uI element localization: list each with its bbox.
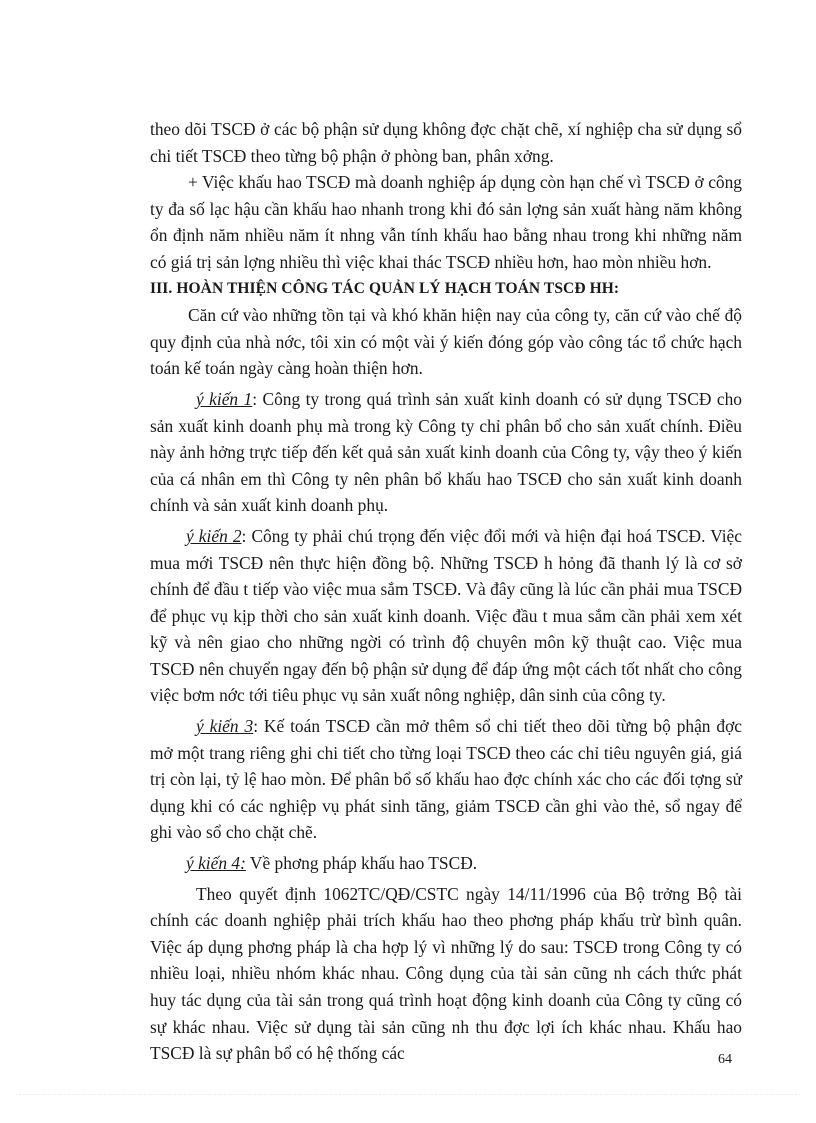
paragraph-opinion-3: [150, 713, 742, 846]
opinion-2-text: : Công ty phải chú trọng đến việc đổi mới và hiện đại hoá TSCĐ. Việc mua mới TSCĐ nên thực hiện đồng bộ. Những TSCĐ h hỏng đã thanh lý là cơ sở chính để đầu t tiếp vào việc mua sắm TSCĐ. Và đây cũng là lúc cần phải mua TSCĐ để phục vụ kịp thời cho sản xuất kinh doanh. Việc đầu t mua sắm cần phải xem xét kỹ và nên giao cho những ngời có trình độ chuyên môn kỹ thuật cao. Việc mua TSCĐ nên chuyển ngay đến bộ phận sử dụng để đáp ứng một cách tốt nhất cho công việc bơm nớc tới tiêu phục vụ sản xuất nông nghiệp, dân sinh của công ty.: [150, 525, 742, 706]
paragraph-depreciation-issue: + Việc khấu hao TSCĐ mà doanh nghiệp áp dụng còn hạn chế vì TSCĐ ở công ty đa số lạc hậu cần khấu hao nhanh trong khi đó sản lợng sản xuất hàng năm không ổn định năm nhiều năm ít nhng vẫn tính khấu hao bằng nhau trong khi những năm có giá trị sản lợng nhiều thì việc khai thác TSCĐ nhiều hơn, hao mòn nhiều hơn.: [150, 172, 742, 272]
opinion-4-text: Về phơng pháp khấu hao TSCĐ.: [245, 853, 478, 874]
paragraph-intro: Căn cứ vào những tồn tại và khó khăn hiện nay của công ty, căn cứ vào chế độ quy định của nhà nớc, tôi xin có một vài ý kiến đóng góp vào công tác tổ chức hạch toán kế toán ngày càng hoàn thiện hơn.: [150, 305, 742, 379]
opinion-1-label: ý kiến 1: [196, 388, 253, 409]
paragraph-opinion-4: [150, 850, 742, 877]
paragraph-opinion-2: [150, 523, 742, 709]
opinion-3-label: ý kiến 3: [196, 716, 254, 737]
section-heading: III. HOÀN THIỆN CÔNG TÁC QUẢN LÝ HẠCH TOÁN TSCĐ HH:: [150, 279, 620, 297]
body-text: [150, 116, 742, 1067]
opinion-3-text: : Kế toán TSCĐ cần mở thêm sổ chi tiết theo dõi từng bộ phận đợc mở một trang riêng ghi chi tiết cho từng loại TSCĐ theo các chỉ tiêu nguyên giá, giá trị còn lại, tỷ lệ hao mòn. Để phân bổ số khấu hao đợc chính xác cho các đối tợng sử dụng khi có các nghiệp vụ phát sinh tăng, giảm TSCĐ cần ghi vào thẻ, sổ ngay để ghi vào sổ cho chặt chẽ.: [150, 716, 743, 843]
page-bottom-divider: [18, 1094, 798, 1095]
opinion-2-label: ý kiến 2: [186, 525, 242, 546]
paragraph-continuation: theo dõi TSCĐ ở các bộ phận sử dụng không đợc chặt chẽ, xí nghiệp cha sử dụng sổ chi tiết TSCĐ theo từng bộ phận ở phòng ban, phân xởng.: [150, 119, 742, 166]
page-number: 64: [718, 1052, 732, 1067]
opinion-4-label: ý kiến 4:: [186, 853, 246, 874]
paragraph-decision: Theo quyết định 1062TC/QĐ/CSTC ngày 14/11/1996 của Bộ trởng Bộ tài chính các doanh nghiệp phải trích khấu hao theo phơng pháp khấu trừ bình quân. Việc áp dụng phơng pháp là cha hợp lý vì những lý do sau: TSCĐ trong Công ty có nhiều loại, nhiều nhóm khác nhau. Công dụng của tài sản cũng nh cách thức phát huy tác dụng của tài sản trong quá trình hoạt động kinh doanh của Công ty cũng có sự khác nhau. Việc sử dụng tài sản cũng nh thu đợc lợi ích khác nhau. Khấu hao TSCĐ là sự phân bổ có hệ thống các: [150, 883, 742, 1064]
paragraph-opinion-1: [150, 386, 742, 519]
opinion-1-text: : Công ty trong quá trình sản xuất kinh doanh có sử dụng TSCĐ cho sản xuất kinh doanh phụ mà trong kỳ Công ty chỉ phân bổ cho sản xuất chính. Điều này ảnh hởng trực tiếp đến kết quả sản xuất kinh doanh của Công ty, vậy theo ý kiến của cá nhân em thì Công ty nên phân bổ khấu hao TSCĐ cho sản xuất kinh doanh chính và sản xuất kinh doanh phụ.: [150, 388, 742, 516]
